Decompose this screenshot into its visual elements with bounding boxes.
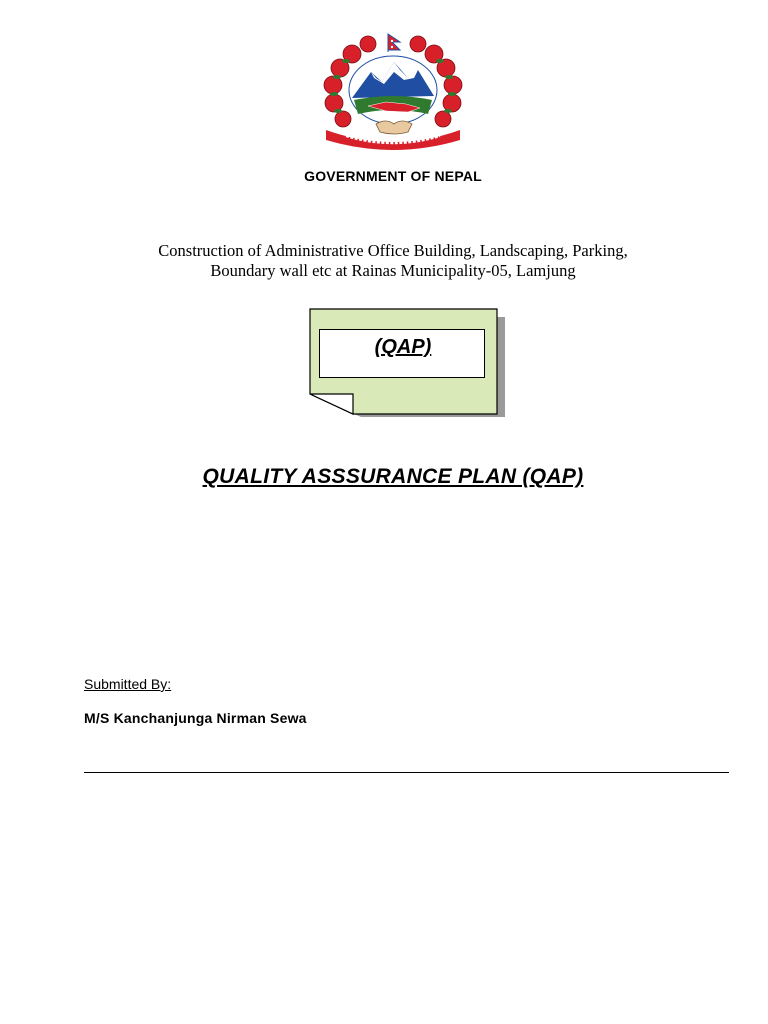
qap-note-box [308,308,510,420]
horizontal-divider [84,772,729,773]
qap-label-box [319,329,485,378]
government-title: GOVERNMENT OF NEPAL [304,168,482,184]
document-title: QUALITY ASSSURANCE PLAN (QAP) [202,465,584,488]
project-title-line-2: Boundary wall etc at Rainas Municipality-05, Lamjung [210,261,576,280]
submitted-by-label: Submitted By: [84,676,172,692]
nepal-emblem-icon [316,32,470,154]
project-title-line-1: Construction of Administrative Office Building, Landscaping, Parking, [158,241,628,260]
project-title [100,241,686,281]
qap-label: (QAP) [374,336,432,358]
company-name: M/S Kanchanjunga Nirman Sewa [84,710,307,726]
